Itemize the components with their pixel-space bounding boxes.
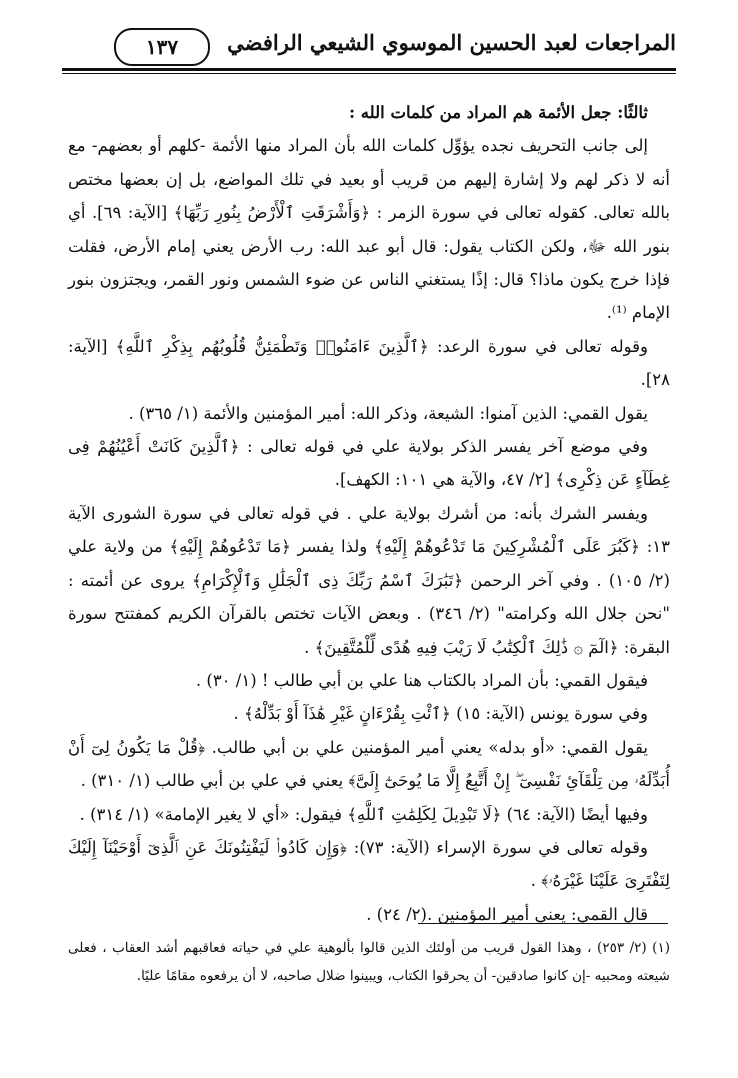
running-title: المراجعات لعبد الحسين الموسوي الشيعي الرافضي [227, 30, 676, 55]
paragraph: وفي سورة يونس (الآية: ١٥) ﴿ٱئْتِ بِقُرْءَانٍ غَيْرِ هَٰذَآ أَوْ بَدِّلْهُ﴾ . [233, 704, 648, 724]
footnotes [68, 934, 670, 990]
paragraph: وقوله تعالى في سورة الإسراء (الآية: ٧٣): ﴿وَإِن كَادُوا۟ لَيَفْتِنُونَكَ عَنِ ٱلَّذِىٓ أَوْحَيْنَآ إِلَيْكَ لِتَفْتَرِىَ عَلَيْنَا غَيْرَهُۥ﴾ . [68, 837, 670, 891]
paragraph: إلى جانب التحريف نجده يؤوِّل كلمات الله بأن المراد منها الأئمة -كلهم أو بعضهم- مع أنه لا ذكر لهم ولا إشارة إليهم من قريب أو بعيد في تلك المواضع، بل إن بعضها مختص بالله تعالى. كقوله تعالى في سورة الزمر : ﴿وَأَشْرَقَتِ ٱلْأَرْضُ بِنُورِ رَبِّهَا﴾ [الآية: ٦٩]. أي بنور الله ﷻ، ولكن الكتاب يقول: قال أبو عبد الله: رب الأرض يعني إمام الأرض، فقلت فإذا خرج يكون ماذا؟ قال: إذًا يستغني الناس عن ضوء الشمس ونور القمر، ويجتزون بنور الإمام ⁽¹⁾. [68, 136, 670, 323]
paragraph: قال القمي: يعني أمير المؤمنين .(٢/ ٢٤) . [366, 904, 648, 924]
section-heading: ثالثًا: جعل الأئمة هم المراد من كلمات الله : [348, 103, 648, 122]
header-rule [62, 68, 676, 71]
paragraph: وفي موضع آخر يفسر الذكر بولاية علي في قوله تعالى : ﴿ٱلَّذِينَ كَانَتْ أَعْيُنُهُمْ فِى غِطَآءٍ عَن ذِكْرِى﴾ [٢/ ٤٧، والآية هي ١٠١: الكهف]. [68, 437, 670, 490]
paragraph: يقول القمي: «أو بدله» يعني أمير المؤمنين علي بن أبي طالب. ﴿قُلْ مَا يَكُونُ لِىٓ أَنْ أُبَدِّلَهُۥ مِن تِلْقَآئِ نَفْسِىٓ ۖ إِنْ أَتَّبِعُ إِلَّا مَا يُوحَىٰٓ إِلَىَّ﴾ يعني في علي بن أبي طالب (١/ ٣١٠) . [68, 737, 670, 791]
paragraph: ويفسر الشرك بأنه: من أشرك بولاية علي . في قوله تعالى في سورة الشورى الآية ١٣: ﴿كَبُرَ عَلَى ٱلْمُشْرِكِينَ مَا تَدْعُوهُمْ إِلَيْهِ﴾ ولذا يفسر ﴿مَا تَدْعُوهُمْ إِلَيْهِ﴾ من ولاية علي (٢/ ١٠٥) . وفي آخر الرحمن ﴿تَبَٰرَكَ ٱسْمُ رَبِّكَ ذِى ٱلْجَلَٰلِ وَٱلْإِكْرَامِ﴾ يروى عن أئمته : "نحن جلال الله وكرامته" (٢/ ٣٤٦) . وبعض الآيات تختص بالقرآن الكريم كمفتتح سورة البقرة: ﴿الٓمٓ ۞ ذَٰلِكَ ٱلْكِتَٰبُ لَا رَيْبَ فِيهِ هُدًى لِّلْمُتَّقِينَ﴾ . [68, 503, 670, 657]
main-text [68, 96, 670, 931]
paragraph: وقوله تعالى في سورة الرعد: ﴿ٱلَّذِينَ ءَامَنُوا۟ وَتَطْمَئِنُّ قُلُوبُهُم بِذِكْرِ ٱللَّهِ﴾ [الآية: ٢٨]. [68, 336, 670, 390]
footnote-separator [418, 923, 668, 924]
paragraph: فيقول القمي: بأن المراد بالكتاب هنا علي بن أبي طالب ! (١/ ٣٠) . [195, 670, 648, 690]
page-header [62, 24, 676, 74]
paragraph: يقول القمي: الذين آمنوا: الشيعة، وذكر الله: أمير المؤمنين والأئمة (١/ ٣٦٥) . [128, 403, 648, 423]
header-rule-thin [62, 73, 676, 74]
paragraph: وفيها أيضًا (الآية: ٦٤) ﴿لَا تَبْدِيلَ لِكَلِمَٰتِ ٱللَّهِ﴾ فيقول: «أي لا يغير الإمامة» (١/ ٣١٤) . [79, 804, 648, 824]
footnote: (١) (٢/ ٢٥٣) ، وهذا القول قريب من أولئك الذين قالوا بألوهية علي في حياته فعاقبهم أشد العقاب ، فعلى شيعته ومحبيه -إن كانوا صادقين- أن يحرقوا الكتاب، ويبينوا ضلال صاحبه، لا أن يرفعوه مقامًا عليًا. [68, 940, 670, 984]
page-number: ١٣٧ [114, 28, 210, 66]
